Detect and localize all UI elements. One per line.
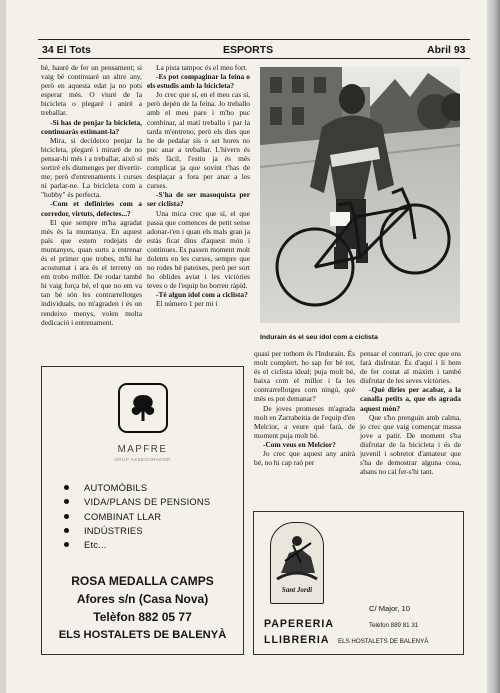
answer-paragraph: La pista tampoc és el meu fort. xyxy=(156,63,248,72)
question-paragraph: -Es pot compaginar la feina o els estudis amb la bicicleta? xyxy=(147,72,250,91)
article-column-3 xyxy=(254,349,355,467)
bullet-icon xyxy=(64,528,69,533)
mapfre-ad xyxy=(41,366,244,655)
article-column-1 xyxy=(41,63,142,327)
question-paragraph: -Com et definiries com a corredor, virtuts, defectes...? xyxy=(41,199,142,218)
photo-caption: Indurain és el seu ídol com a ciclista xyxy=(260,334,378,341)
bullet-icon xyxy=(64,514,69,519)
papereria-ad xyxy=(253,511,464,655)
question-paragraph: -Què diries per acabar, a la canalla petits a, que els agrada aquest món? xyxy=(360,385,461,413)
section-title: ESPORTS xyxy=(223,44,274,56)
papereria-address: C/ Major, 10 xyxy=(369,604,410,613)
issue-date: Abril 93 xyxy=(427,44,466,56)
service-item xyxy=(64,538,210,552)
cyclist-photo xyxy=(260,67,460,323)
service-item xyxy=(64,481,210,495)
article-column-4 xyxy=(360,349,461,476)
service-label: COMBINAT LLAR xyxy=(84,510,162,522)
answer-paragraph: Jo crec que aquest any anirà bé, no hi cap raó per xyxy=(254,449,355,468)
service-item xyxy=(64,510,210,524)
papereria-town: ELS HOSTALETS DE BALENYÀ xyxy=(338,638,429,645)
mapfre-address: Afores s/n (Casa Nova) xyxy=(76,592,209,606)
answer-paragraph: El número 1 per mi i xyxy=(156,299,218,309)
answer-paragraph: quasi per tothom és l'Indurain. És molt complert, ho sap fer bé tot, és el ciclista ideal; puja molt bé, baixa com el millor i fa les contrarrellotges com ningú, què més es pot demanar? xyxy=(254,349,355,404)
question-paragraph: -Si has de penjar la bicicleta, continuaràs estimant-la? xyxy=(41,117,142,136)
question-paragraph: -Com veus en Melcior? xyxy=(263,439,336,449)
mapfre-services-list xyxy=(64,481,210,552)
papereria-line2: LLIBRERIA xyxy=(264,634,330,646)
papereria-line1: PAPERERIA xyxy=(264,618,335,630)
bullet-icon xyxy=(64,485,69,490)
binding-edge-left xyxy=(0,0,6,693)
article-column-2 xyxy=(147,63,250,309)
mapfre-town: ELS HOSTALETS DE BALENYÀ xyxy=(58,629,227,641)
sant-jordi-logo-text xyxy=(270,586,324,594)
mapfre-logo-icon xyxy=(118,383,168,433)
question-paragraph: -Té algun ídol com a ciclista? xyxy=(156,290,248,300)
bullet-icon xyxy=(64,542,69,547)
papereria-phone: Telèfon 889 81 31 xyxy=(369,622,419,629)
mapfre-agent-name: ROSA MEDALLA CAMPS xyxy=(71,574,214,588)
answer-paragraph: De joves promeses m'agrada molt en Zarrabeitia de l'equip d'en Melcior, a veure què farà, de moment puja molt bé. xyxy=(254,403,355,440)
answer-paragraph: Jo crec que sí, en el meu cas sí, però depèn de la feina. Jo treballo amb el meu pare i m'ho puc combinar, al matí treballo i par la tarda m'entreno, però els dies que he de pedalar sis o set hores no puc anar a treballar. L'hivern és més fàcil, l'estiu ja és més complicat ja que sovint t'has de desplaçar a fora per anar a les curses. xyxy=(147,90,250,191)
service-label: VIDA/PLANS DE PENSIONS xyxy=(84,496,211,508)
service-label: Etc... xyxy=(84,539,107,551)
answer-paragraph: Una mica crec que sí, el que passa que comences de petit sense adonar-t'en i quan els mals gran ja estàs ficat dins d'aquest món i continues. Es passen moment molt dolents en les curses, sempre que no rodes bé pateixes, però per sort ho oblides aviat i les victòries teves o de l'equip ho borren ràpid. xyxy=(147,208,250,291)
header-rule xyxy=(38,58,470,59)
service-label: INDÚSTRIES xyxy=(84,524,143,536)
answer-paragraph: bé, hauré de fer un pensament; si vaig bé continuaré un altre any, però en aquesta edat ja no pots esperar més. O viuré de la bicicleta o plegaré i aniré a treballar. xyxy=(41,63,142,118)
answer-paragraph: Mira, si decideixo penjar la bicicleta, plegaré i miraré de no pensar-hi més i a treballar, això sí sortiré els diumenges per divertir-me; però d'entrenaments i curses ni parlar-ne. La bicicleta com a "hobby" és perfecta. xyxy=(41,135,142,200)
page-label: 34 El Tots xyxy=(42,44,91,56)
top-rule xyxy=(38,39,470,40)
mapfre-brand: MAPFRE xyxy=(117,444,168,455)
answer-paragraph: pensar el contrari, jo crec que ens farà disfrutar. És d'aquí i li hem de fer costat al màxim i també disfrutar de les seves victòries. xyxy=(360,349,461,386)
service-item xyxy=(64,495,210,509)
answer-paragraph: Que s'ho prenguin amb calma, jo crec que vaig començar massa jove a patir. De moment s'ha disfrutar de la bicicleta i és de juvenil i sobretot d'amateur que s'ha de demostrar alguna cosa, abans no cal fer-s'hi tant. xyxy=(360,412,461,477)
mapfre-phone: Telèfon 882 05 77 xyxy=(93,610,192,624)
binding-edge xyxy=(487,0,500,693)
sant-jordi-logo-label: Sant Jordi xyxy=(281,586,313,594)
answer-paragraph: El que sempre m'ha agradat més és la muntanya. En aquest país que estem rodejats de muntanyes, quan surts a entrenar és el primer que trobes, m'hi he acostumat i ara és el terreny on em trobo millor. De rodar també hi vaig força bé, el que no em va tan bé són les contrarrellotges individuals, no m'agraden i és on rendeixo menys, volen molta dedicació i entrenament. xyxy=(41,217,142,327)
service-label: AUTOMÒBILS xyxy=(84,482,148,493)
service-item xyxy=(64,524,210,538)
bullet-icon xyxy=(64,499,69,504)
mapfre-tagline: GRUP ASSEGURADOR xyxy=(114,457,171,462)
question-paragraph: -S'ha de ser masoquista per ser ciclista? xyxy=(147,190,250,209)
